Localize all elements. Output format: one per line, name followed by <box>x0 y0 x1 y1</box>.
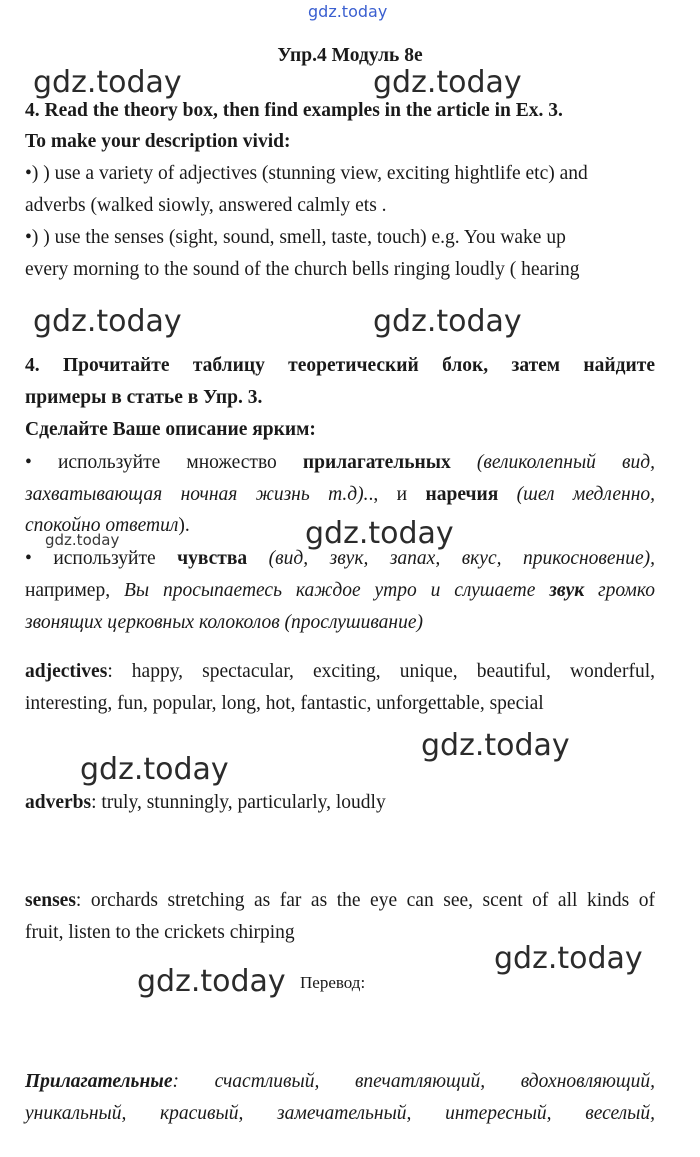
russian-bullet1-line1 <box>25 451 655 475</box>
english-bullet2-line1: •) ) use the senses (sight, sound, smell, taste, touch) e.g. You wake up <box>25 227 566 248</box>
text-bold-italic: звук <box>549 580 585 601</box>
russian-heading-line2: примеры в статье в Упр. 3. <box>25 387 263 408</box>
page-title: Упр.4 Модуль 8e <box>277 45 423 66</box>
english-bullet2-line2: every morning to the sound of the church bells ringing loudly ( hearing <box>25 259 580 280</box>
senses-line2: fruit, listen to the crickets chirping <box>25 922 295 943</box>
translation-label: Перевод: <box>300 973 366 992</box>
text-italic: (великолепный вид, <box>476 452 656 473</box>
translation-adjectives-line1 <box>25 1070 655 1094</box>
watermark-small: gdz.today <box>45 531 120 549</box>
text: например, <box>25 580 124 601</box>
russian-bullet1-line3 <box>25 514 655 538</box>
adverbs-label: adverbs <box>25 792 92 813</box>
russian-heading-line1: 4. Прочитайте таблицу теоретический блок, затем найдите <box>25 355 655 376</box>
russian-bullet2-line3: звонящих церковных колоколов (прослушивание) <box>25 612 423 633</box>
russian-bullet1-line2 <box>25 483 655 507</box>
senses-line1 <box>25 889 655 913</box>
text-italic: Вы просыпаетесь каждое утро и слушаете <box>123 580 550 601</box>
english-bullet1-line1: •) ) use a variety of adjectives (stunning view, exciting hightlife etc) and <box>25 163 588 184</box>
watermark: gdz.today <box>137 964 286 999</box>
watermark: gdz.today <box>373 304 522 339</box>
text-italic: громко <box>584 580 655 601</box>
text: : happy, spectacular, exciting, unique, beautiful, wonderful, <box>107 661 655 682</box>
english-heading-line2: To make your description vivid: <box>25 131 291 152</box>
text: • используйте <box>25 548 178 569</box>
russian-bullet2-line2 <box>25 579 655 603</box>
text-italic: спокойно ответил <box>25 515 179 536</box>
watermark: gdz.today <box>80 752 229 787</box>
text: • используйте множество <box>25 452 303 473</box>
translation-adjectives-label: Прилагательные <box>25 1071 173 1092</box>
english-heading-line1: 4. Read the theory box, then find examples in the article in Ex. 3. <box>25 100 563 121</box>
watermark-top: gdz.today <box>308 2 388 21</box>
senses-label: senses <box>25 890 76 911</box>
watermark: gdz.today <box>494 941 643 976</box>
text-italic: захватывающая ночная жизнь т.д). <box>25 484 369 505</box>
text: ). <box>178 515 190 536</box>
english-bullet1-line2: adverbs (walked siowly, answered calmly ets . <box>25 195 387 216</box>
text-italic: (шел медленно, <box>516 484 656 505</box>
adjectives-label: adjectives <box>25 661 108 682</box>
text: : orchards stretching as far as the eye can see, scent of all kinds of <box>75 890 655 911</box>
adverbs-line <box>25 791 655 815</box>
watermark: gdz.today <box>305 516 454 551</box>
text-bold: прилагательных <box>302 452 451 473</box>
watermark: gdz.today <box>33 304 182 339</box>
adjectives-line1 <box>25 660 655 684</box>
russian-bullet2-line1 <box>25 547 655 571</box>
text-italic: (вид, звук, запах, вкус, прикосновение), <box>268 548 655 569</box>
text-italic: : счастливый, впечатляющий, вдохновляющий, <box>172 1071 655 1092</box>
watermark: gdz.today <box>33 65 182 100</box>
watermark: gdz.today <box>373 65 522 100</box>
text-bold: чувства <box>177 548 248 569</box>
adjectives-line2: interesting, fun, popular, long, hot, fantastic, unforgettable, special <box>25 693 544 714</box>
watermark: gdz.today <box>421 728 570 763</box>
text-bold: наречия <box>425 484 499 505</box>
text: : truly, stunningly, particularly, loudly <box>91 792 386 813</box>
translation-adjectives-line2: уникальный, красивый, замечательный, интересный, веселый, <box>25 1103 655 1124</box>
russian-heading-line3: Сделайте Ваше описание ярким: <box>25 419 316 440</box>
text: ., и <box>368 484 426 505</box>
